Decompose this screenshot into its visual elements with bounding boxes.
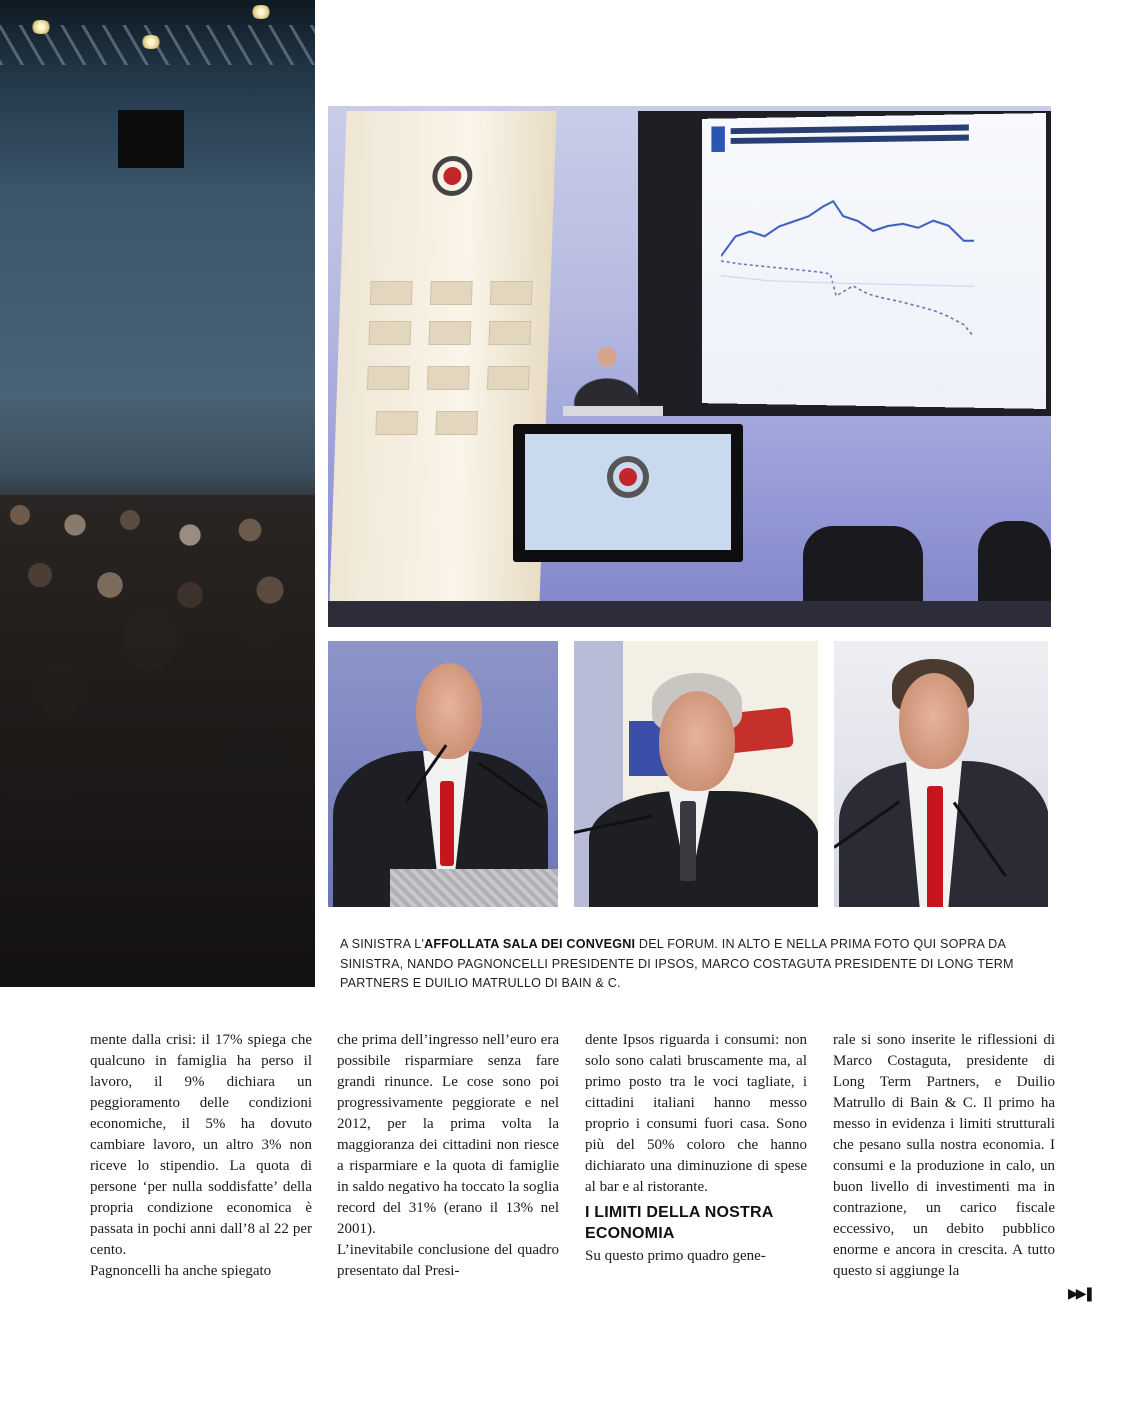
portrait-costaguta	[574, 641, 818, 907]
tie	[440, 781, 454, 866]
stage-light	[30, 20, 52, 34]
article-paragraph: L’inevitabile conclusione del quadro presentato dal Presi-	[337, 1242, 559, 1279]
ffc-logo	[432, 156, 473, 196]
sponsor-logo	[370, 281, 413, 305]
article-paragraph: dente Ipsos riguarda i consumi: non solo sono calati bruscamente ma, al primo posto tra le voci tagliate, i cittadini italiani hanno messo proprio i consumi fuori casa. Sono più del 50% coloro che hanno dichiarato una diminuzione di spese al bar e al ristorante.	[585, 1032, 807, 1195]
crowd	[0, 495, 315, 987]
fast-forward-icon[interactable]: ▶▶❚	[1068, 1286, 1093, 1302]
tie	[680, 801, 696, 881]
article-paragraph: rale si sono inserite le riflessioni di Marco Costaguta, presidente di Long Term Partners, e Duilio Matrullo di Bain & C. Il primo ha messo in evidenza i limiti strutturali che pesano sulla nostra economia. I consumi e la produzione in calo, un buon livello di investimenti ma in contrazione, un carico fiscale eccessivo, un debito pubblico enorme e ancora in crescita. A tutto questo si aggiunge la	[833, 1032, 1055, 1279]
article-column-1	[90, 1030, 312, 1282]
stage-photo	[328, 106, 1051, 627]
sponsor-logo	[430, 281, 473, 305]
sponsor-logo	[368, 321, 411, 345]
photo-caption	[340, 935, 1040, 994]
article-paragraph: Su questo primo quadro gene-	[585, 1248, 766, 1264]
stage-floor	[328, 601, 1051, 627]
sponsor-logo	[367, 366, 410, 390]
tie	[927, 786, 943, 907]
audience-photo	[0, 0, 315, 987]
portrait-pagnoncelli	[328, 641, 558, 907]
portrait-matrullo	[834, 641, 1048, 907]
monitor-screen	[525, 434, 731, 550]
sponsor-logo	[375, 411, 418, 435]
caption-suffix: DEL FORUM. IN ALTO E NELLA PRIMA FOTO QUI SOPRA DA SINISTRA, NANDO PAGNONCELLI PRESIDENTE DI IPSOS, MARCO COSTAGUTA PRESIDENTE DI LONG TERM PARTNERS E DUILIO MATRULLO DI BAIN & C.	[340, 937, 1014, 990]
sponsor-logo	[427, 366, 470, 390]
article-paragraph: che prima dell’ingresso nell’euro era possibile risparmiare senza fare grandi rinunce. Le cose sono poi progressivamente peggiorate e nel 2012, per la prima volta la maggioranza dei cittadini non riesce a risparmiare e la quota di famiglie in saldo negativo ha toccato la soglia record del 31% (erano il 13% nel 2001).	[337, 1032, 559, 1237]
stage-light	[250, 5, 272, 19]
face	[899, 673, 969, 769]
loudspeaker	[118, 110, 184, 168]
article-paragraph: Pagnoncelli ha anche spiegato	[90, 1263, 272, 1279]
face	[416, 663, 482, 759]
sponsor-logo	[428, 321, 471, 345]
article-column-4	[833, 1030, 1055, 1282]
article-column-2	[337, 1030, 559, 1282]
face	[659, 691, 735, 791]
article-paragraph: mente dalla crisi: il 17% spiega che qualcuno in famiglia ha perso il lavoro, il 9% dichiara un peggioramento delle condizioni economiche, il 5% ha dovuto cambiare lavoro, un altro 3% non riceve lo stipendio. La quota di persone ‘per nulla soddisfatte’ della propria condizione economica è passata in pochi anni dall’8 al 22 per cento.	[90, 1032, 312, 1258]
stage-monitor	[513, 424, 743, 562]
caption-highlight: AFFOLLATA SALA DEI CONVEGNI	[424, 937, 636, 951]
sponsor-logo	[488, 321, 531, 345]
sponsor-logo	[435, 411, 478, 435]
article-column-3	[585, 1030, 807, 1267]
podium	[563, 406, 663, 416]
sponsor-logo	[487, 366, 530, 390]
presentation-slide	[702, 113, 1046, 409]
stage-light	[140, 35, 162, 49]
caption-prefix: A SINISTRA L'	[340, 937, 425, 951]
lectern	[390, 869, 558, 907]
sponsor-logo	[490, 281, 533, 305]
slide-line-graph	[721, 185, 1020, 368]
ffc-logo	[607, 456, 649, 498]
speaker-at-podium	[563, 343, 643, 413]
section-heading: I LIMITI DELLA NOSTRA ECONOMIA	[585, 1204, 773, 1242]
